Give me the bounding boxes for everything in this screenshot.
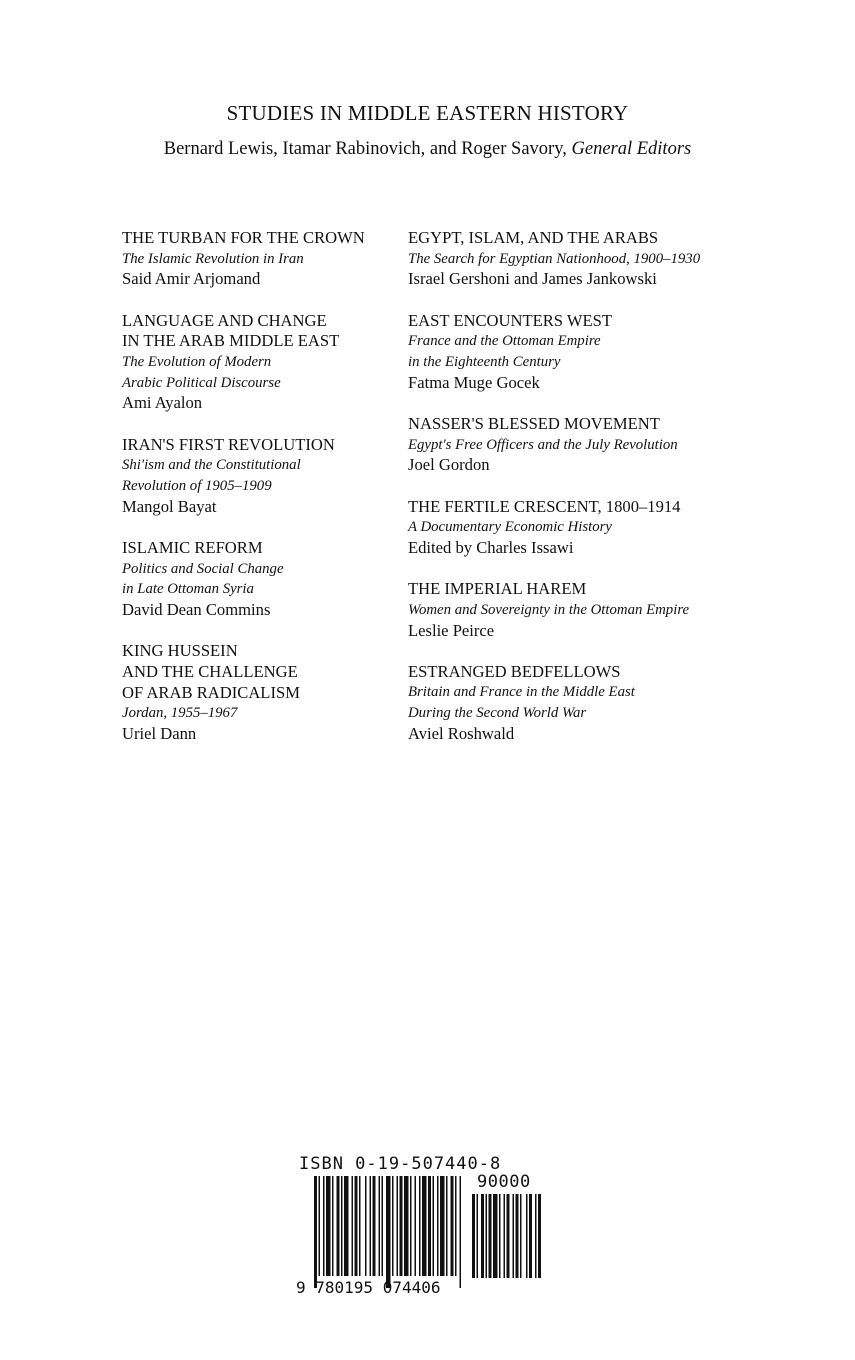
ean-digits: 9 780195 074406	[296, 1278, 441, 1297]
book-subtitle: Britain and France in the Middle East	[408, 684, 635, 701]
barcode-addon-bar	[489, 1194, 492, 1278]
barcode-addon-bar	[477, 1194, 479, 1278]
book-subtitle: Jordan, 1955–1967	[122, 705, 238, 722]
book-entry	[122, 641, 402, 745]
barcode-addon-bar	[516, 1194, 519, 1278]
barcode-bar	[437, 1176, 439, 1276]
barcode-bar	[326, 1176, 331, 1276]
book-entry	[122, 435, 402, 518]
barcode-addon-bar	[486, 1194, 488, 1278]
book-title: EAST ENCOUNTERS WEST	[408, 310, 613, 330]
barcode-bar	[359, 1176, 361, 1276]
barcode-addon-bar	[499, 1194, 501, 1278]
barcode-addon-bar	[504, 1194, 506, 1278]
barcode-bar	[455, 1176, 457, 1276]
book-author: Fatma Muge Gocek	[408, 372, 540, 392]
barcode-bar	[373, 1176, 376, 1276]
isbn-barcode	[296, 1154, 548, 1296]
barcode-bar	[341, 1176, 343, 1276]
book-author: Said Amir Arjomand	[122, 269, 261, 289]
book-subtitle: in the Eighteenth Century	[408, 354, 561, 371]
barcode-bar	[404, 1176, 409, 1276]
book-subtitle: France and the Ottoman Empire	[408, 333, 601, 350]
book-title: AND THE CHALLENGE	[122, 661, 298, 681]
barcode-bar	[422, 1176, 427, 1276]
book-subtitle: Revolution of 1905–1909	[122, 478, 272, 495]
book-subtitle: Shi'ism and the Constitutional	[122, 457, 301, 474]
barcode-bar	[419, 1176, 421, 1276]
barcode-bar	[446, 1176, 448, 1276]
barcode-addon-bar	[472, 1194, 475, 1278]
book-subtitle: Egypt's Free Officers and the July Revolution	[408, 436, 678, 453]
book-list-right	[408, 228, 738, 765]
barcode-addon-bar	[538, 1194, 541, 1278]
book-subtitle: Women and Sovereignty in the Ottoman Empire	[408, 601, 690, 618]
barcode-addon-bar	[526, 1194, 528, 1278]
book-entry	[122, 228, 402, 290]
general-editors	[0, 139, 855, 160]
book-subtitle: The Search for Egyptian Nationhood, 1900–1930	[408, 250, 701, 267]
book-subtitle: A Documentary Economic History	[408, 519, 612, 536]
book-title: THE FERTILE CRESCENT, 1800–1914	[408, 496, 681, 516]
book-subtitle: in Late Ottoman Syria	[122, 581, 254, 598]
book-title: THE TURBAN FOR THE CROWN	[122, 228, 365, 247]
barcode-addon-bar	[493, 1194, 498, 1278]
book-author: Aviel Roshwald	[408, 723, 515, 743]
barcode-bar	[352, 1176, 354, 1276]
barcode-bar	[415, 1176, 417, 1276]
barcode-addon-bar	[481, 1194, 484, 1278]
book-title: ISLAMIC REFORM	[122, 537, 263, 557]
barcode-bar	[451, 1176, 454, 1276]
barcode-bar	[433, 1176, 435, 1276]
book-entry	[122, 538, 402, 621]
price-code: 90000	[477, 1172, 531, 1192]
barcode-bar	[382, 1176, 384, 1276]
barcode-bar	[386, 1176, 391, 1288]
barcode-bar	[323, 1176, 325, 1276]
barcode-bar	[397, 1176, 399, 1276]
book-title: THE IMPERIAL HAREM	[408, 579, 587, 599]
barcode-bar	[440, 1176, 445, 1276]
barcode-addon-bar	[513, 1194, 515, 1278]
book-author: Joel Gordon	[408, 455, 490, 475]
book-subtitle: Arabic Political Discourse	[122, 374, 281, 391]
book-author: Uriel Dann	[122, 724, 197, 744]
book-author: Leslie Peirce	[408, 620, 495, 640]
book-entry	[408, 228, 738, 290]
book-subtitle: The Evolution of Modern	[122, 354, 272, 371]
barcode-bar	[460, 1176, 462, 1288]
barcode-bar	[319, 1176, 321, 1276]
barcode-bar	[332, 1176, 334, 1276]
barcode-addon-bar	[529, 1194, 532, 1278]
barcode-bar	[314, 1176, 317, 1288]
editors-role: General Editors	[571, 139, 692, 159]
book-author: David Dean Commins	[122, 600, 271, 620]
book-title: KING HUSSEIN	[122, 641, 238, 661]
book-title: EGYPT, ISLAM, AND THE ARABS	[408, 228, 659, 247]
barcode-bar	[365, 1176, 367, 1276]
barcode-bar	[410, 1176, 412, 1276]
barcode-bar	[392, 1176, 394, 1276]
editors-names: Bernard Lewis, Itamar Rabinovich, and Roger Savory,	[163, 139, 572, 159]
book-subtitle: The Islamic Revolution in Iran	[122, 250, 304, 267]
book-title: LANGUAGE AND CHANGE	[122, 310, 327, 330]
barcode-bar	[379, 1176, 381, 1276]
barcode-bar	[400, 1176, 403, 1276]
barcode-bar	[428, 1176, 431, 1276]
book-entry	[122, 311, 402, 415]
book-entry	[408, 579, 738, 641]
barcode-addon-bar	[520, 1194, 522, 1278]
barcode-bar	[355, 1176, 358, 1276]
book-entry	[408, 414, 738, 476]
barcode-bar	[344, 1176, 349, 1276]
isbn-number: ISBN 0-19-507440-8	[299, 1154, 502, 1174]
book-title: ESTRANGED BEDFELLOWS	[408, 661, 621, 681]
book-list-left	[122, 228, 402, 765]
book-title: IN THE ARAB MIDDLE EAST	[122, 331, 340, 351]
book-author: Mangol Bayat	[122, 496, 217, 516]
book-entry	[408, 311, 738, 394]
book-entry	[408, 662, 738, 745]
book-author: Ami Ayalon	[122, 393, 203, 413]
book-entry	[408, 497, 738, 559]
barcode-bar	[337, 1176, 340, 1276]
book-title: OF ARAB RADICALISM	[122, 682, 300, 702]
book-subtitle: Politics and Social Change	[122, 560, 284, 577]
barcode-bar	[370, 1176, 372, 1276]
book-subtitle: During the Second World War	[408, 705, 587, 722]
book-author: Israel Gershoni and James Jankowski	[408, 269, 657, 289]
book-title: IRAN'S FIRST REVOLUTION	[122, 434, 335, 454]
book-author: Edited by Charles Issawi	[408, 537, 574, 557]
barcode-addon-bar	[535, 1194, 537, 1278]
book-title: NASSER'S BLESSED MOVEMENT	[408, 413, 660, 433]
barcode-addon-bar	[507, 1194, 510, 1278]
series-title: STUDIES IN MIDDLE EASTERN HISTORY	[226, 101, 629, 125]
